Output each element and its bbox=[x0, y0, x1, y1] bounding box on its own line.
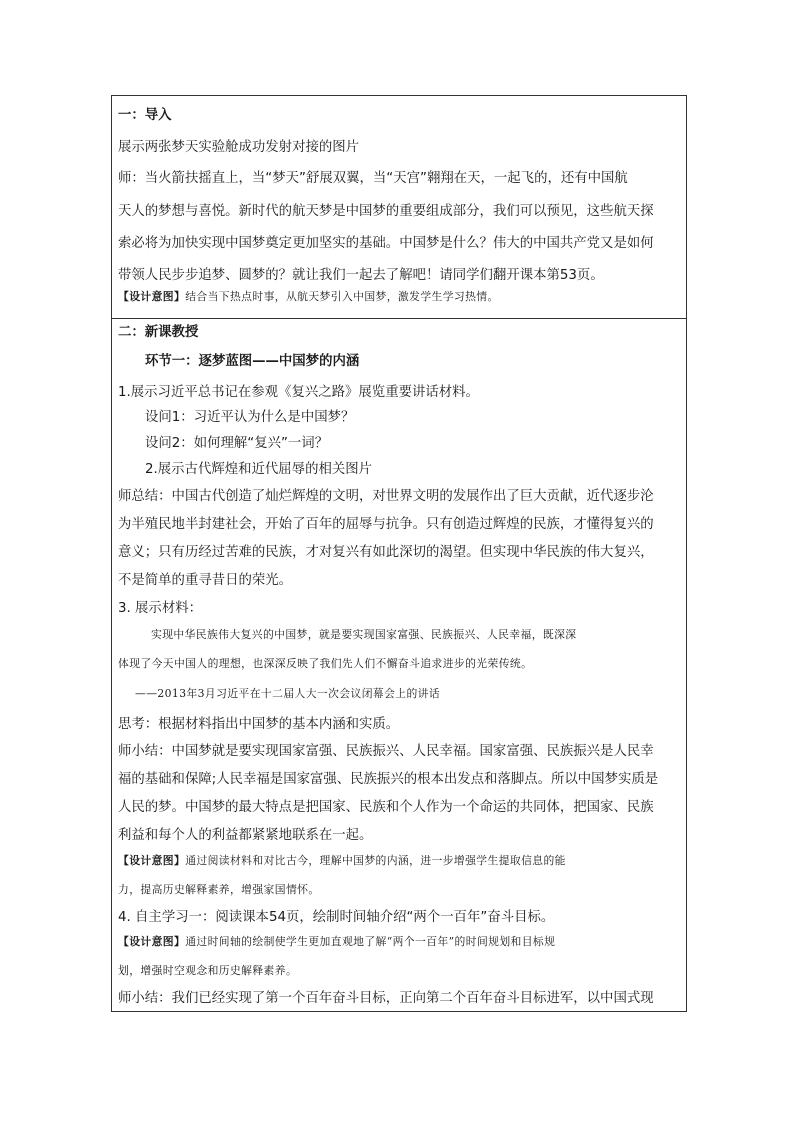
design-intent-label: 【设计意图】 bbox=[118, 290, 186, 303]
design-intent-note bbox=[118, 289, 499, 304]
paragraph-line: 2.展示古代辉煌和近代屈辱的相关图片 bbox=[145, 462, 373, 477]
question-line: 设问1：习近平认为什么是中国梦？ bbox=[145, 410, 355, 425]
paragraph-line: 索必将为加快实现中国梦奠定更加坚实的基础。中国梦是什么？伟大的中国共产党又是如何 bbox=[118, 236, 654, 251]
section-heading-new-lesson: 二：新课教授 bbox=[118, 325, 199, 340]
paragraph-line: 展示两张梦天实验舱成功发射对接的图片 bbox=[118, 140, 360, 155]
paragraph-line: 1.展示习近平总书记在参观《复兴之路》展览重要讲话材料。 bbox=[118, 385, 479, 400]
lesson-plan-table bbox=[111, 95, 687, 1012]
paragraph-line: 带领人民步步追梦、圆梦的？就让我们一起去了解吧！请同学们翻开课本第53页。 bbox=[118, 268, 604, 283]
design-intent-note bbox=[118, 853, 566, 868]
design-intent-text: 通过时间轴的绘制使学生更加直观地了解“两个一百年”的时间规划和目标规 bbox=[185, 935, 556, 948]
question-line: 设问2：如何理解“复兴”一词？ bbox=[145, 436, 329, 451]
design-intent-text: 通过阅读材料和对比古今，理解中国梦的内涵，进一步增强学生提取信息的能 bbox=[185, 854, 566, 867]
design-intent-label: 【设计意图】 bbox=[118, 935, 186, 948]
paragraph-line: 福的基础和保障;人民幸福是国家富强、民族振兴的根本出发点和落脚点。所以中国梦实质是 bbox=[118, 772, 659, 787]
design-intent-note bbox=[118, 934, 555, 949]
design-intent-note: 力，提高历史解释素养，增强家国情怀。 bbox=[118, 883, 320, 896]
paragraph-line: 4. 自主学习一：阅读课本54页，绘制时间轴介绍“两个一百年”奋斗目标。 bbox=[118, 910, 555, 925]
quote-source: ——2013年3月习近平在十二届人大一次会议闭幕会上的讲话 bbox=[135, 687, 441, 700]
paragraph-line: 天人的梦想与喜悦。新时代的航天梦是中国梦的重要组成部分，我们可以预见，这些航天探 bbox=[118, 204, 654, 219]
paragraph-line: 不是简单的重寻昔日的荣光。 bbox=[118, 573, 293, 588]
paragraph-line: 师小结：我们已经实现了第一个百年奋斗目标，正向第二个百年奋斗目标进军，以中国式现 bbox=[118, 991, 654, 1006]
paragraph-line: 3. 展示材料： bbox=[118, 601, 202, 616]
quoted-material-line: 实现中华民族伟大复兴的中国梦，就是要实现国家富强、民族振兴、人民幸福，既深深 bbox=[151, 628, 577, 641]
paragraph-line: 人民的梦。中国梦的最大特点是把国家、民族和个人作为一个命运的共同体，把国家、民族 bbox=[118, 800, 654, 815]
paragraph-line: 师：当火箭扶摇直上，当“梦天”舒展双翼，当“天宫”翱翔在天，一起飞的，还有中国航 bbox=[118, 171, 628, 186]
paragraph-line: 师总结：中国古代创造了灿烂辉煌的文明，对世界文明的发展作出了巨大贡献，近代逐步沦 bbox=[118, 489, 654, 504]
paragraph-line: 为半殖民地半封建社会，开始了百年的屈辱与抗争。只有创造过辉煌的民族，才懂得复兴的 bbox=[118, 517, 654, 532]
paragraph-line: 师小结：中国梦就是要实现国家富强、民族振兴、人民幸福。国家富强、民族振兴是人民幸 bbox=[118, 744, 654, 759]
quoted-material-line: 体现了今天中国人的理想，也深深反映了我们先人们不懈奋斗追求进步的光荣传统。 bbox=[118, 657, 533, 670]
design-intent-label: 【设计意图】 bbox=[118, 854, 186, 867]
table-row-divider bbox=[112, 318, 686, 319]
paragraph-line: 意义；只有历经过苦难的民族，才对复兴有如此深切的渴望。但实现中华民族的伟大复兴， bbox=[118, 545, 654, 560]
section-heading-intro: 一：导入 bbox=[118, 108, 172, 123]
paragraph-line: 利益和每个人的利益都紧紧地联系在一起。 bbox=[118, 828, 373, 843]
subsection-heading: 环节一：逐梦蓝图——中国梦的内涵 bbox=[145, 354, 360, 369]
design-intent-text: 结合当下热点时事，从航天梦引入中国梦，激发学生学习热情。 bbox=[185, 290, 499, 303]
design-intent-note: 划，增强时空观念和历史解释素养。 bbox=[118, 964, 298, 977]
paragraph-line: 思考：根据材料指出中国梦的基本内涵和实质。 bbox=[118, 717, 400, 732]
